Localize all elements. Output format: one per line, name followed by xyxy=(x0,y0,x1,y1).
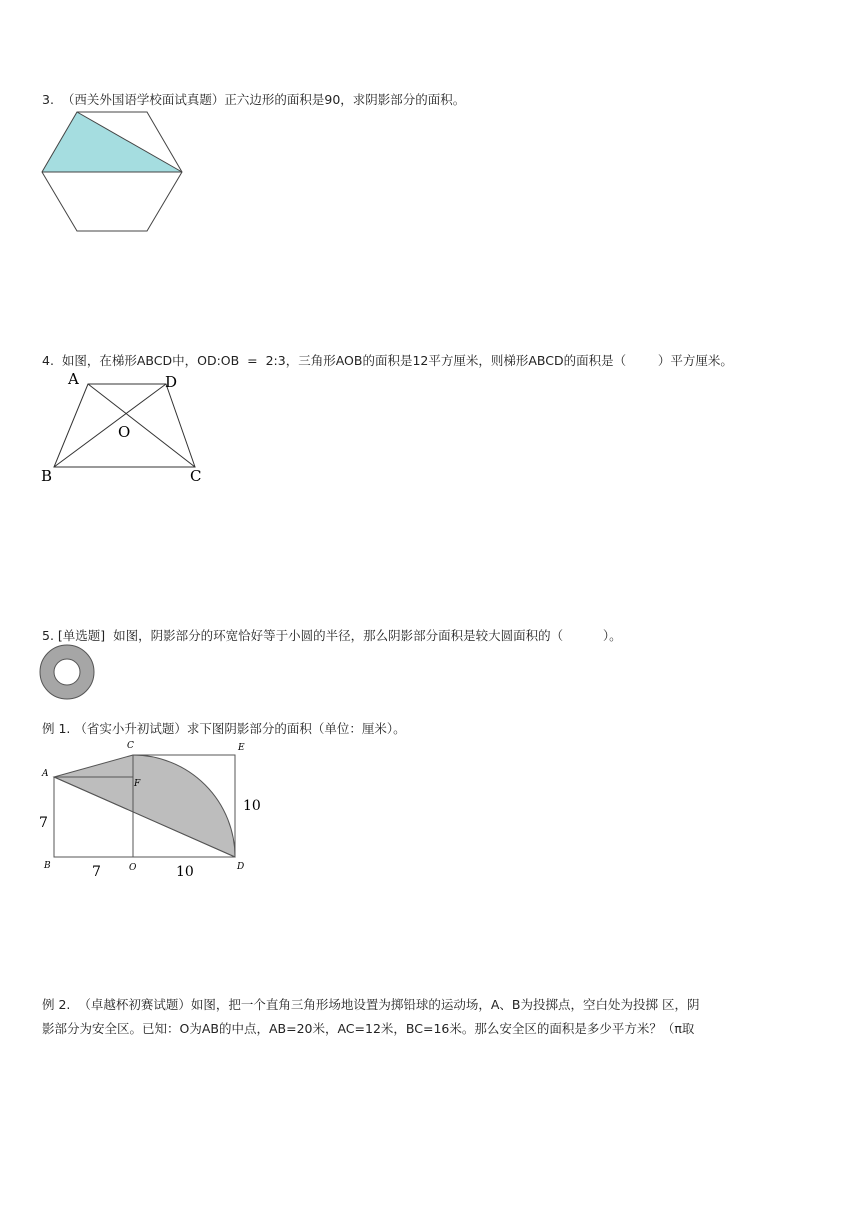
example-2-text-line-2: 影部分为安全区。已知：O为AB的中点，AB=20米，AC=12米，BC=16米。那么安全区的面积是多少平方米？（π取 xyxy=(42,1021,695,1036)
label-d: D xyxy=(237,862,245,872)
label-e: E xyxy=(238,743,245,753)
question-3-text: 3. （西关外国语学校面试真题）正六边形的面积是90，求阴影部分的面积。 xyxy=(42,92,466,107)
diagonal-ac xyxy=(88,384,195,467)
example-2-text-line-1: 例 2. （卓越杯初赛试题）如图，把一个直角三角形场地设置为掷铅球的运动场，A、B为投掷点，空白处为投掷 区，阴 xyxy=(42,997,700,1012)
label-a: A xyxy=(68,370,79,388)
example-1-figure xyxy=(36,736,266,882)
length-ab: 7 xyxy=(39,815,48,831)
label-d: D xyxy=(165,373,178,391)
label-b: B xyxy=(44,861,51,871)
shaded-region xyxy=(54,755,235,857)
length-ed: 10 xyxy=(243,798,261,814)
length-bo: 7 xyxy=(92,864,101,880)
length-od: 10 xyxy=(176,864,194,880)
label-c: C xyxy=(127,741,134,751)
question-4-text: 4. 如图，在梯形ABCD中，OD:OB = 2:3，三角形AOB的面积是12平方厘米，则梯形ABCD的面积是（ ）平方厘米。 xyxy=(42,353,733,368)
label-f: F xyxy=(134,779,141,789)
shaded-triangle xyxy=(42,112,182,172)
label-o: O xyxy=(129,863,137,873)
hexagon-figure xyxy=(40,110,186,234)
inner-circle xyxy=(54,659,80,685)
example-1-text: 例 1. （省实小升初试题）求下图阴影部分的面积（单位：厘米）。 xyxy=(42,721,406,736)
label-o: O xyxy=(118,423,131,441)
question-5-text: 5. [单选题] 如图，阴影部分的环宽恰好等于小圆的半径，那么阴影部分面积是较大圆面积的（ ）。 xyxy=(42,628,622,643)
label-b: B xyxy=(41,467,53,485)
ring-figure xyxy=(39,644,99,702)
label-c: C xyxy=(190,467,202,485)
trapezoid-figure xyxy=(38,370,208,488)
label-a: A xyxy=(42,769,49,779)
